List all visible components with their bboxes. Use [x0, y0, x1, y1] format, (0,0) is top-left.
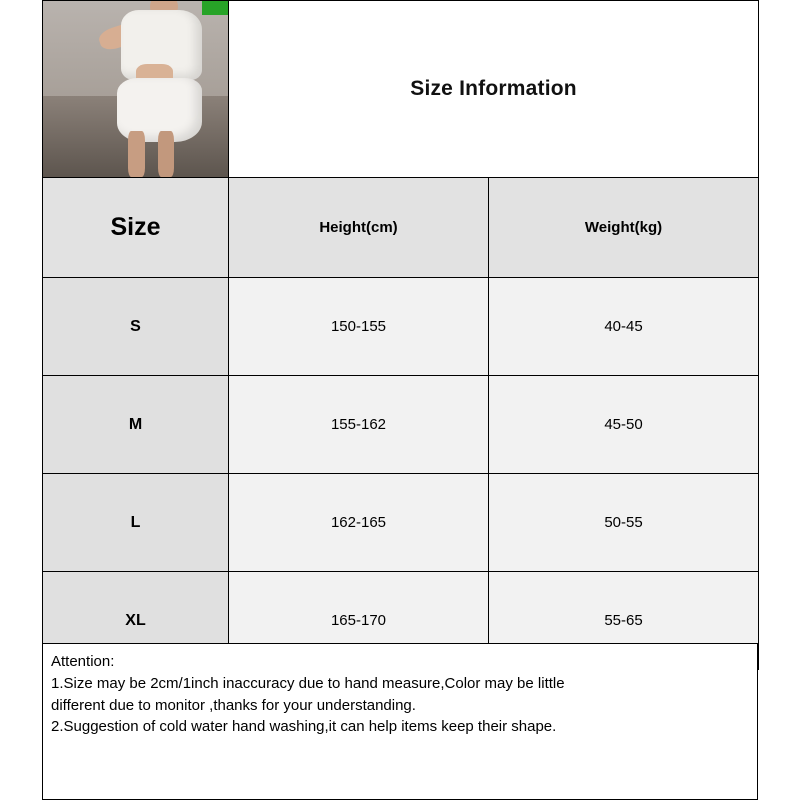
cell-size-l: L — [43, 474, 229, 572]
product-photo — [43, 1, 229, 178]
column-header-weight: Weight(kg) — [489, 178, 759, 278]
cell-weight-m: 45-50 — [489, 376, 759, 474]
page-title: Size Information — [229, 1, 759, 178]
product-photo-image — [43, 1, 228, 177]
attention-line-2: different due to monitor ,thanks for your understanding. — [51, 696, 416, 714]
cell-height-xl: 165-170 — [229, 572, 489, 670]
table-header-row — [43, 178, 759, 278]
cell-weight-l: 50-55 — [489, 474, 759, 572]
photo-model-right-leg — [158, 131, 175, 177]
cell-height-m: 155-162 — [229, 376, 489, 474]
cell-weight-xl: 55-65 — [489, 572, 759, 670]
column-header-height: Height(cm) — [229, 178, 489, 278]
attention-note — [42, 643, 758, 800]
cell-height-s: 150-155 — [229, 278, 489, 376]
attention-line-1: 1.Size may be 2cm/1inch inaccuracy due to hand measure,Color may be little — [51, 674, 565, 692]
table-row — [43, 376, 759, 474]
green-badge-icon — [202, 1, 228, 15]
cell-size-m: M — [43, 376, 229, 474]
cell-size-xl: XL — [43, 572, 229, 670]
size-information-table — [42, 0, 759, 670]
cell-size-s: S — [43, 278, 229, 376]
attention-line-3: 2.Suggestion of cold water hand washing,it can help items keep their shape. — [51, 718, 557, 736]
cell-weight-s: 40-45 — [489, 278, 759, 376]
cell-height-l: 162-165 — [229, 474, 489, 572]
column-header-size: Size — [43, 178, 229, 278]
attention-heading: Attention: — [51, 653, 115, 670]
table-row — [43, 278, 759, 376]
table-row-header-banner — [43, 1, 759, 178]
photo-model-left-leg — [128, 131, 145, 177]
table-row — [43, 474, 759, 572]
